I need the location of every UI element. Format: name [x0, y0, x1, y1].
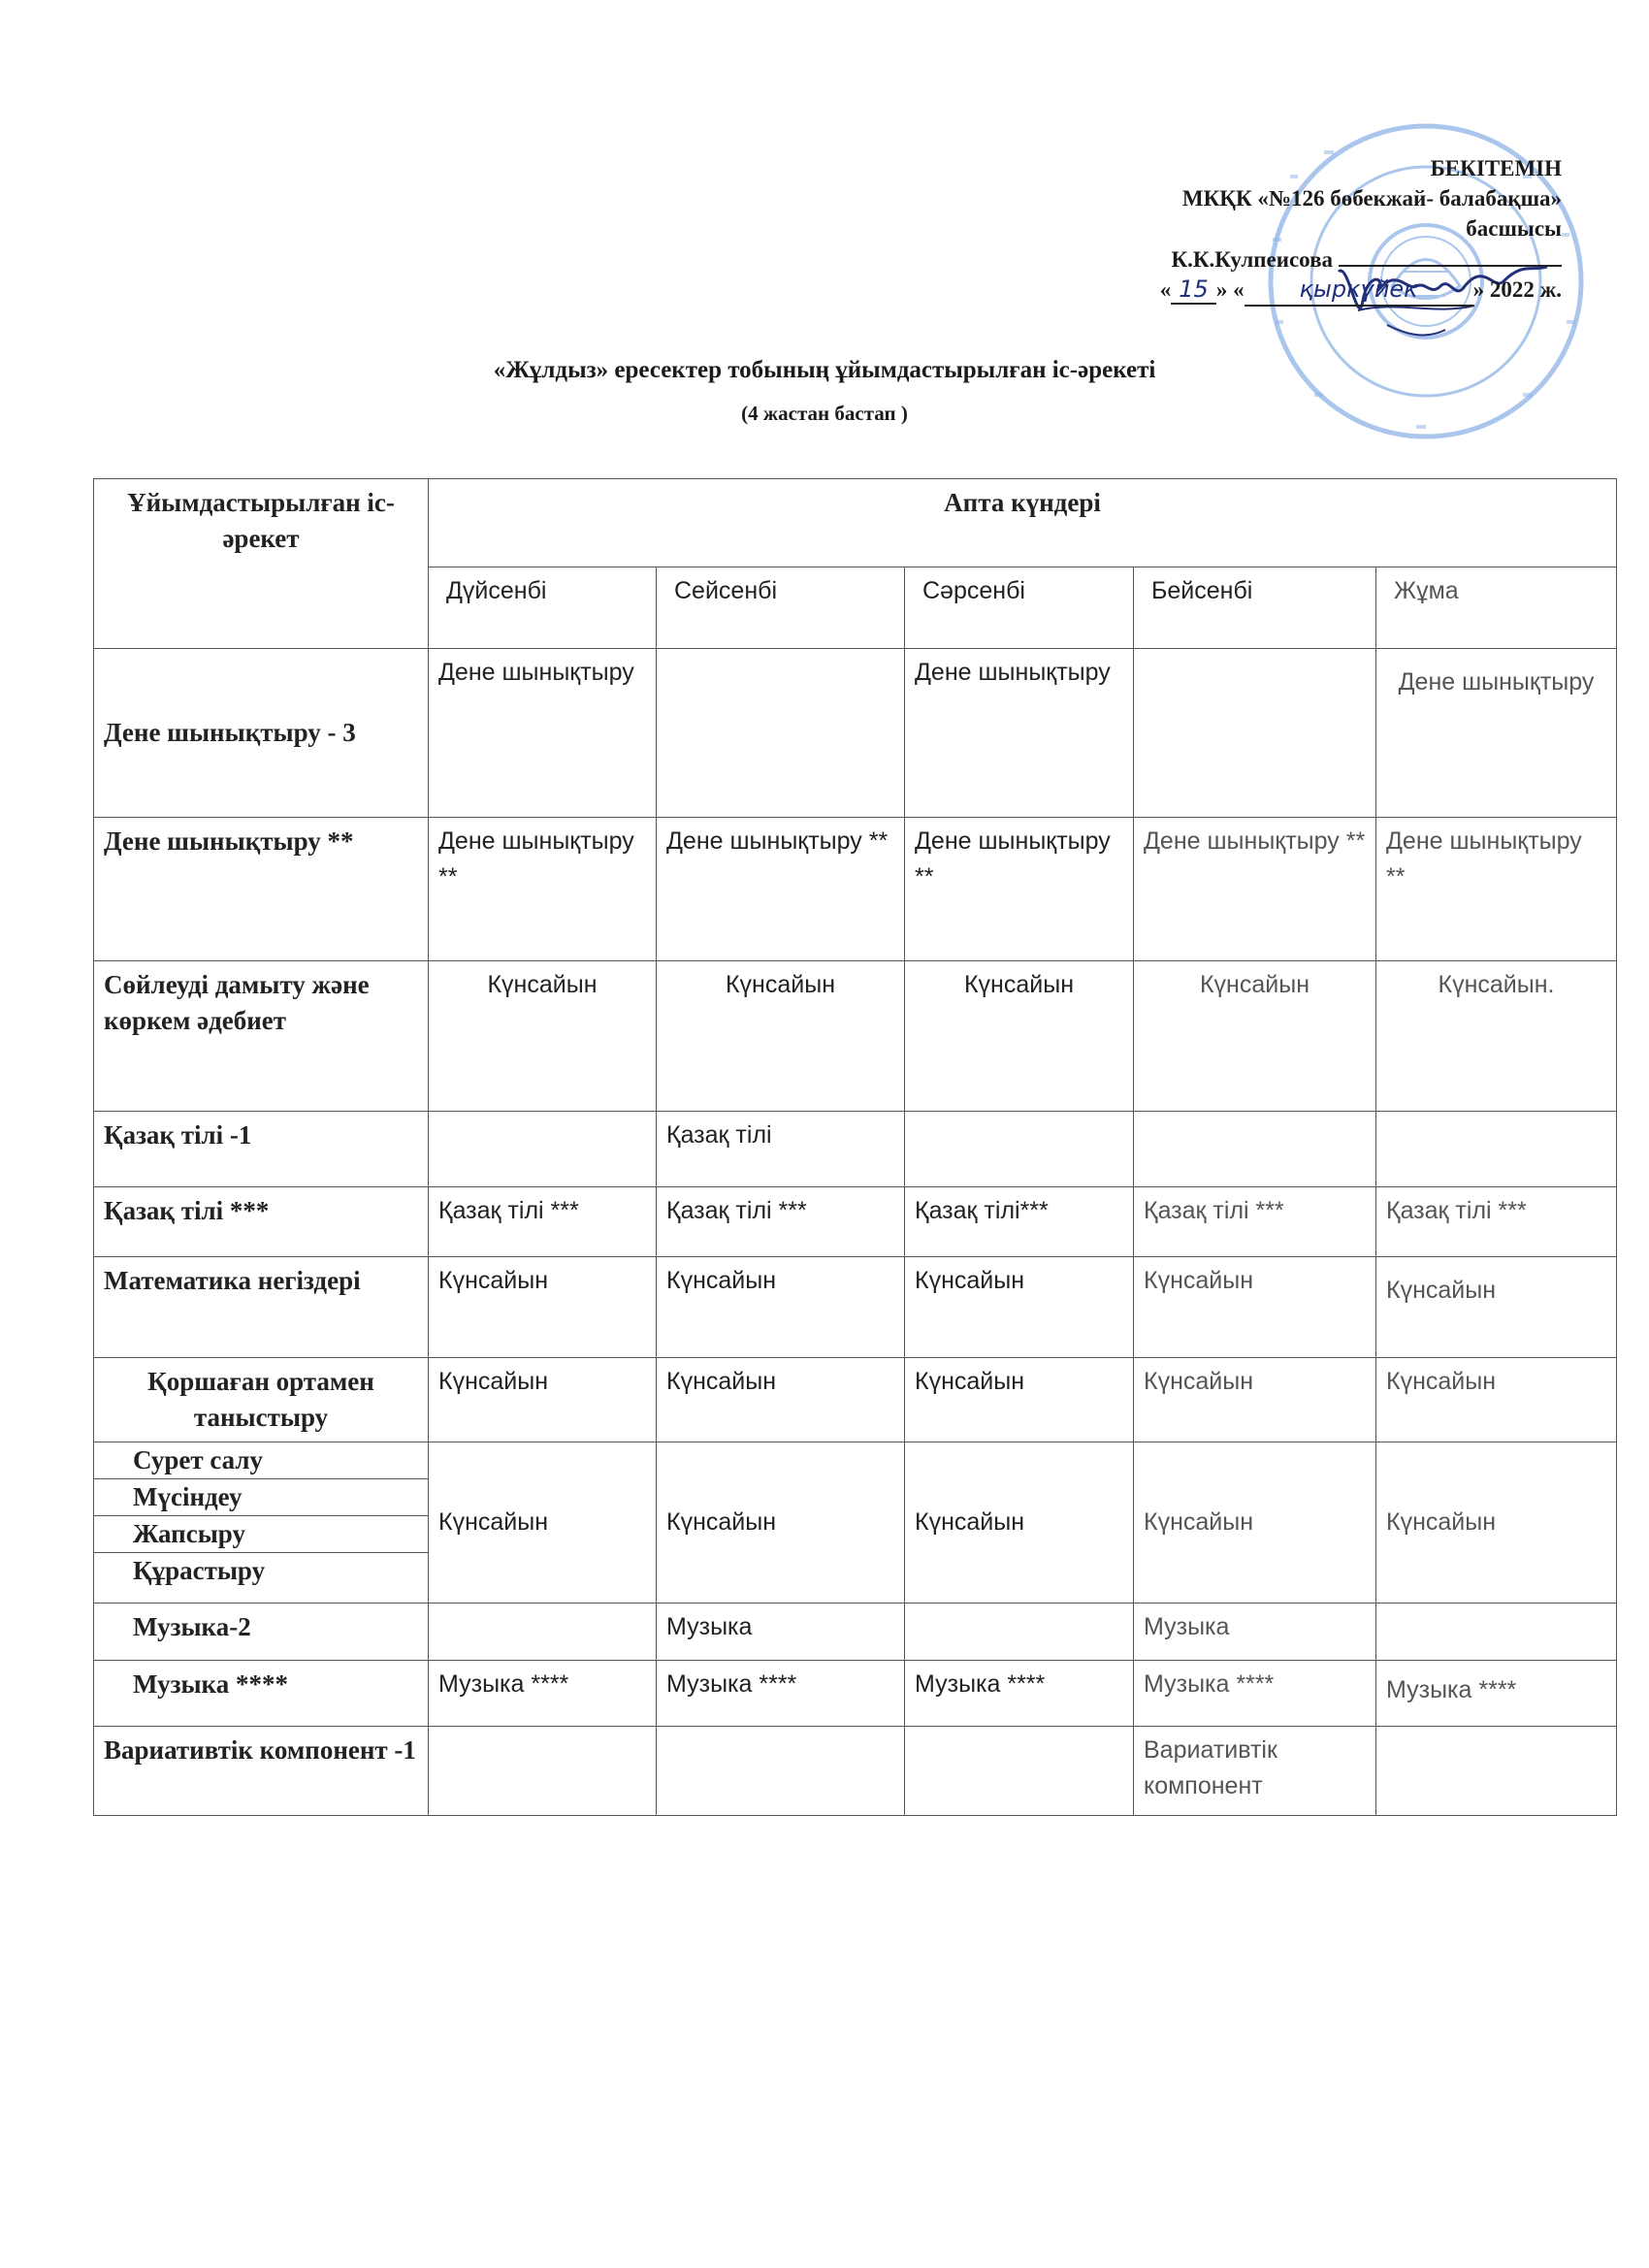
approval-org: МКҚК «№126 бөбекжай- балабақша»	[1181, 186, 1562, 211]
table-cell: Күнсайын	[1134, 1358, 1376, 1442]
row-sublabel: Құрастыру	[133, 1556, 266, 1585]
table-cell	[429, 1604, 657, 1661]
document-title: «Жұлдыз» ересектер тобының ұйымдастырылған іс-әрекеті	[493, 357, 1156, 383]
table-cell: Күнсайын	[1376, 1442, 1617, 1604]
table-cell: Қазақ тілі ***	[1134, 1187, 1376, 1257]
table-cell: Музыка ****	[905, 1661, 1134, 1727]
row-sublabel: Сурет салу	[94, 1442, 428, 1479]
table-cell: Күнсайын	[657, 1442, 905, 1604]
table-row	[94, 1604, 1617, 1661]
table-cell: Дене шынықтыру	[429, 649, 657, 818]
row-label: Дене шынықтыру **	[94, 818, 429, 961]
table-row	[94, 1727, 1617, 1816]
table-cell: Қазақ тілі ***	[657, 1187, 905, 1257]
table-row	[94, 1112, 1617, 1187]
table-cell: Күнсайын	[429, 1442, 657, 1604]
table-row	[94, 649, 1617, 818]
table-row	[94, 1661, 1617, 1727]
row-sublabel: Жапсыру	[94, 1516, 428, 1553]
approval-date-month: қыркүйек	[1245, 275, 1473, 307]
table-cell: Күнсайын	[429, 1358, 657, 1442]
table-cell: Дене шынықтыру **	[1376, 818, 1617, 961]
table-cell: Музыка ****	[1134, 1661, 1376, 1727]
table-cell: Күнсайын	[429, 961, 657, 1112]
table-cell: Музыка ****	[657, 1661, 905, 1727]
approval-name: К.К.Кулпеисова	[1171, 247, 1333, 272]
table-cell: Күнсайын	[657, 1358, 905, 1442]
day-monday: Дүйсенбі	[429, 567, 657, 649]
row-label: Музыка ****	[94, 1661, 429, 1727]
table-cell	[429, 1112, 657, 1187]
table-cell	[1376, 1604, 1617, 1661]
row-label: Математика негіздері	[94, 1257, 429, 1358]
table-cell: Музыка	[657, 1604, 905, 1661]
row-label: Сөйлеуді дамыту және көркем әдебиет	[94, 961, 429, 1112]
approval-signature-row	[863, 243, 1562, 275]
approval-position: басшысы	[1466, 216, 1562, 241]
table-row	[94, 1257, 1617, 1358]
table-cell: Күнсайын.	[1376, 961, 1617, 1112]
table-cell: Музыка ****	[429, 1661, 657, 1727]
table-cell: Күнсайын	[905, 961, 1134, 1112]
day-friday: Жұма	[1376, 567, 1617, 649]
table-cell: Күнсайын	[1376, 1358, 1617, 1442]
table-cell: Дене шынықтыру	[905, 649, 1134, 818]
table-cell	[905, 1112, 1134, 1187]
table-cell: Қазақ тілі***	[905, 1187, 1134, 1257]
table-cell: Күнсайын	[1376, 1257, 1617, 1358]
table-cell: Дене шынықтыру **	[1134, 818, 1376, 961]
approval-date-year: » 2022 ж.	[1472, 277, 1562, 302]
header-activity: Ұйымдастырылған іс-әрекет	[94, 479, 429, 649]
table-cell: Күнсайын	[657, 1257, 905, 1358]
header-days: Апта күндері	[429, 479, 1617, 567]
schedule-table	[93, 478, 1617, 1816]
row-label: Қоршаған ортамен таныстыру	[94, 1358, 429, 1442]
row-label-group	[94, 1442, 429, 1604]
table-cell: Күнсайын	[1134, 1257, 1376, 1358]
table-cell: Дене шынықтыру	[1376, 649, 1617, 818]
table-cell	[1376, 1727, 1617, 1816]
table-cell	[1134, 649, 1376, 818]
table-cell	[657, 1727, 905, 1816]
table-cell: Дене шынықтыру **	[429, 818, 657, 961]
table-cell	[1376, 1112, 1617, 1187]
table-cell: Күнсайын	[905, 1257, 1134, 1358]
row-label: Қазақ тілі -1	[94, 1112, 429, 1187]
table-row	[94, 1442, 1617, 1604]
table-cell	[905, 1604, 1134, 1661]
header-row	[94, 479, 1617, 567]
day-tuesday: Сейсенбі	[657, 567, 905, 649]
table-row	[94, 1187, 1617, 1257]
approval-block	[863, 153, 1562, 307]
table-cell	[905, 1727, 1134, 1816]
document-subtitle: (4 жастан бастап )	[741, 402, 908, 425]
row-label: Қазақ тілі ***	[94, 1187, 429, 1257]
row-label: Дене шынықтыру - 3	[94, 649, 429, 818]
table-cell	[429, 1727, 657, 1816]
row-label: Музыка-2	[94, 1604, 429, 1661]
table-cell	[657, 649, 905, 818]
table-cell: Күнсайын	[905, 1442, 1134, 1604]
table-cell: Күнсайын	[905, 1358, 1134, 1442]
row-sublabel: Мүсіндеу	[94, 1479, 428, 1516]
table-cell: Дене шынықтыру **	[905, 818, 1134, 961]
signature-line	[1339, 243, 1562, 267]
row-label: Вариативтік компонент -1	[94, 1727, 429, 1816]
table-cell: Күнсайын	[657, 961, 905, 1112]
table-cell: Музыка ****	[1376, 1661, 1617, 1727]
day-wednesday: Сәрсенбі	[905, 567, 1134, 649]
table-row	[94, 961, 1617, 1112]
table-cell: Күнсайын	[1134, 961, 1376, 1112]
table-cell	[1134, 1112, 1376, 1187]
approval-title: БЕКІТЕМІН	[1430, 156, 1562, 180]
approval-date-row: « 15 » « қыркүйек » 2022 ж.	[863, 275, 1562, 307]
day-thursday: Бейсенбі	[1134, 567, 1376, 649]
table-cell: Вариативтік компонент	[1134, 1727, 1376, 1816]
table-cell: Күнсайын	[1134, 1442, 1376, 1604]
table-cell: Дене шынықтыру **	[657, 818, 905, 961]
table-cell: Күнсайын	[429, 1257, 657, 1358]
approval-date-day: 15	[1171, 275, 1216, 305]
table-cell: Қазақ тілі ***	[1376, 1187, 1617, 1257]
table-cell: Қазақ тілі	[657, 1112, 905, 1187]
table-row	[94, 1358, 1617, 1442]
table-cell: Музыка	[1134, 1604, 1376, 1661]
table-row	[94, 818, 1617, 961]
table-cell: Қазақ тілі ***	[429, 1187, 657, 1257]
